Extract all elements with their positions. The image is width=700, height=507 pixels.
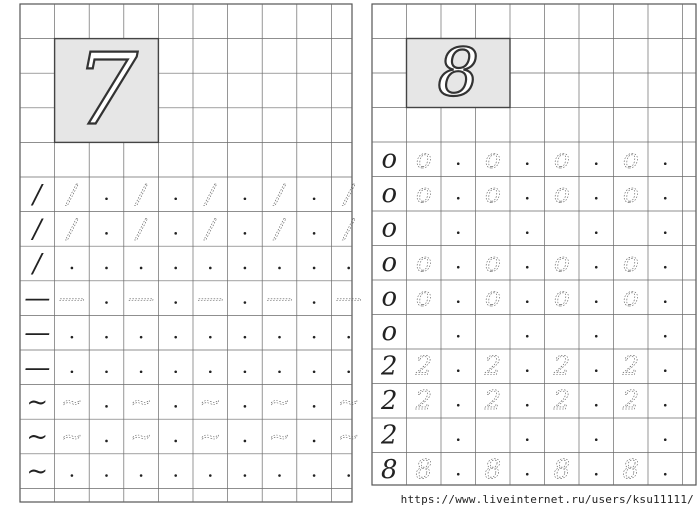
trace-glyph: / [67, 179, 77, 210]
trace-glyph: o [415, 179, 432, 210]
guide-dot [595, 438, 598, 441]
practice-row [30, 180, 355, 210]
guide-dot [457, 335, 460, 338]
trace-glyph: ~ [61, 387, 83, 418]
worksheet-grid-8 [368, 0, 700, 490]
guide-dot [457, 266, 460, 269]
lead-sample-glyph: 2 [381, 420, 398, 451]
trace-glyph: ~ [337, 387, 360, 418]
lead-sample-glyph: / [32, 179, 42, 210]
trace-glyph: 8 [415, 455, 432, 486]
lead-sample-glyph: ~ [26, 456, 49, 487]
trace-glyph: o [553, 179, 570, 210]
trace-glyph: 2 [553, 386, 570, 417]
lead-sample-glyph: ~ [26, 387, 49, 418]
guide-dot [174, 440, 177, 443]
guide-dot [105, 336, 108, 339]
trace-glyph: — [197, 283, 224, 314]
guide-dot [244, 474, 247, 477]
trace-glyph: o [622, 248, 639, 279]
lead-sample-glyph: o [381, 282, 398, 313]
guide-dot [313, 440, 316, 443]
practice-row [381, 214, 666, 244]
trace-glyph: 8 [622, 455, 639, 486]
trace-glyph: o [484, 248, 501, 279]
guide-dot [457, 369, 460, 372]
guide-dot [244, 440, 247, 443]
trace-glyph: ~ [199, 421, 222, 452]
practice-row [381, 317, 666, 347]
trace-glyph: 2 [622, 386, 639, 417]
trace-glyph: 2 [415, 351, 432, 382]
guide-dot [313, 267, 316, 270]
trace-glyph: o [484, 282, 501, 313]
practice-row [380, 386, 667, 416]
guide-dot [347, 267, 350, 270]
guide-dot [526, 300, 529, 303]
guide-dot [105, 440, 108, 443]
guide-dot [457, 473, 460, 476]
trace-glyph: 2 [415, 386, 432, 417]
lead-sample-glyph: 8 [381, 455, 398, 486]
guide-dot [209, 474, 212, 477]
guide-dot [526, 404, 529, 407]
practice-row [30, 249, 350, 279]
trace-glyph: / [205, 214, 215, 245]
guide-dot [595, 162, 598, 165]
guide-dot [595, 369, 598, 372]
practice-row [381, 179, 666, 209]
trace-glyph: / [67, 214, 77, 245]
guide-dot [313, 370, 316, 373]
guide-dot [313, 336, 316, 339]
guide-dot [664, 300, 667, 303]
guide-dot [174, 301, 177, 304]
guide-dot [105, 267, 108, 270]
guide-dot [140, 336, 143, 339]
practice-row [26, 457, 350, 487]
guide-dot [313, 474, 316, 477]
guide-dot [244, 370, 247, 373]
guide-dot [174, 197, 177, 200]
guide-dot [664, 162, 667, 165]
guide-dot [457, 231, 460, 234]
lead-sample-glyph: ~ [26, 421, 49, 452]
guide-dot [526, 473, 529, 476]
practice-row [381, 283, 666, 313]
guide-dot [313, 197, 316, 200]
guide-dot [526, 369, 529, 372]
practice-row [24, 353, 350, 383]
trace-glyph: 2 [484, 386, 501, 417]
trace-glyph: / [136, 214, 146, 245]
practice-row [30, 214, 355, 244]
trace-glyph: o [553, 248, 570, 279]
lead-sample-glyph: / [32, 214, 42, 245]
guide-dot [140, 474, 143, 477]
lead-sample-glyph: 2 [381, 386, 398, 417]
trace-glyph: o [622, 144, 639, 175]
trace-glyph: o [415, 144, 432, 175]
practice-row [381, 455, 667, 485]
guide-dot [347, 336, 350, 339]
trace-glyph: — [335, 283, 362, 314]
practice-row [381, 248, 666, 278]
guide-dot [313, 232, 316, 235]
practice-row [24, 318, 350, 348]
trace-glyph: — [266, 283, 293, 314]
guide-dot [105, 405, 108, 408]
guide-dot [595, 404, 598, 407]
sample-digit: 8 [437, 35, 480, 112]
guide-dot [140, 267, 143, 270]
guide-dot [595, 473, 598, 476]
trace-glyph: o [484, 179, 501, 210]
guide-dot [209, 267, 212, 270]
digit-8-worksheet [368, 0, 700, 490]
guide-dot [105, 232, 108, 235]
guide-dot [526, 197, 529, 200]
guide-dot [595, 266, 598, 269]
trace-glyph: ~ [268, 421, 291, 452]
guide-dot [664, 369, 667, 372]
guide-dot [526, 162, 529, 165]
guide-dot [664, 335, 667, 338]
lead-sample-glyph: o [381, 317, 398, 348]
trace-glyph: / [344, 179, 354, 210]
watermark-url: https://www.liveinternet.ru/users/ksu11111/ [400, 493, 694, 506]
trace-glyph: o [484, 144, 501, 175]
guide-dot [347, 370, 350, 373]
guide-dot [457, 300, 460, 303]
trace-glyph: / [205, 179, 215, 210]
trace-glyph: o [622, 179, 639, 210]
guide-dot [457, 162, 460, 165]
guide-dot [313, 405, 316, 408]
trace-glyph: ~ [130, 421, 152, 452]
trace-glyph: ~ [61, 421, 83, 452]
guide-dot [71, 267, 74, 270]
trace-glyph: ~ [199, 387, 222, 418]
trace-glyph: / [275, 214, 284, 245]
guide-dot [244, 267, 247, 270]
guide-dot [174, 405, 177, 408]
guide-dot [595, 231, 598, 234]
guide-dot [105, 474, 108, 477]
guide-dot [664, 438, 667, 441]
trace-glyph: ~ [337, 421, 360, 452]
guide-dot [278, 370, 281, 373]
guide-dot [313, 301, 316, 304]
trace-glyph: o [415, 248, 432, 279]
guide-dot [174, 336, 177, 339]
lead-sample-glyph: 2 [381, 351, 398, 382]
trace-glyph: 8 [553, 455, 570, 486]
lead-sample-glyph: — [24, 318, 51, 349]
guide-dot [664, 197, 667, 200]
lead-sample-glyph: o [381, 213, 398, 244]
guide-dot [209, 336, 212, 339]
guide-dot [105, 197, 108, 200]
guide-dot [526, 335, 529, 338]
guide-dot [526, 438, 529, 441]
guide-dot [140, 370, 143, 373]
lead-sample-glyph: o [381, 248, 398, 279]
guide-dot [71, 370, 74, 373]
guide-dot [174, 267, 177, 270]
guide-dot [278, 267, 281, 270]
guide-dot [71, 336, 74, 339]
practice-row [381, 145, 666, 175]
trace-glyph: / [344, 214, 354, 245]
practice-row [380, 352, 667, 382]
guide-dot [71, 474, 74, 477]
guide-dot [244, 301, 247, 304]
trace-glyph: ~ [130, 387, 152, 418]
guide-dot [595, 300, 598, 303]
trace-glyph: o [622, 282, 639, 313]
guide-dot [457, 404, 460, 407]
trace-glyph: — [128, 283, 155, 314]
lead-sample-glyph: o [381, 144, 398, 175]
guide-dot [595, 197, 598, 200]
guide-dot [244, 232, 247, 235]
trace-glyph: / [275, 179, 284, 210]
guide-dot [244, 405, 247, 408]
guide-dot [457, 438, 460, 441]
trace-glyph: 2 [553, 351, 570, 382]
guide-dot [174, 370, 177, 373]
lead-sample-glyph: o [381, 179, 398, 210]
guide-dot [526, 266, 529, 269]
guide-dot [664, 231, 667, 234]
guide-dot [278, 474, 281, 477]
trace-glyph: o [553, 282, 570, 313]
lead-sample-glyph: — [24, 352, 51, 383]
guide-dot [278, 336, 281, 339]
guide-dot [457, 197, 460, 200]
guide-dot [664, 404, 667, 407]
trace-glyph: / [136, 179, 146, 210]
sample-digit: 7 [75, 32, 138, 148]
guide-dot [595, 335, 598, 338]
guide-dot [664, 473, 667, 476]
lead-sample-glyph: — [24, 283, 51, 314]
trace-glyph: ~ [268, 387, 291, 418]
trace-glyph: 2 [484, 351, 501, 382]
guide-dot [664, 266, 667, 269]
lead-sample-glyph: / [32, 248, 42, 279]
guide-dot [209, 370, 212, 373]
guide-dot [174, 232, 177, 235]
trace-glyph: o [415, 282, 432, 313]
trace-glyph: o [553, 144, 570, 175]
guide-dot [105, 301, 108, 304]
guide-dot [105, 370, 108, 373]
trace-glyph: 8 [484, 455, 501, 486]
guide-dot [244, 336, 247, 339]
guide-dot [174, 474, 177, 477]
trace-glyph: 2 [622, 351, 639, 382]
guide-dot [244, 197, 247, 200]
practice-row [380, 421, 667, 451]
guide-dot [347, 474, 350, 477]
trace-glyph: — [58, 283, 85, 314]
guide-dot [526, 231, 529, 234]
